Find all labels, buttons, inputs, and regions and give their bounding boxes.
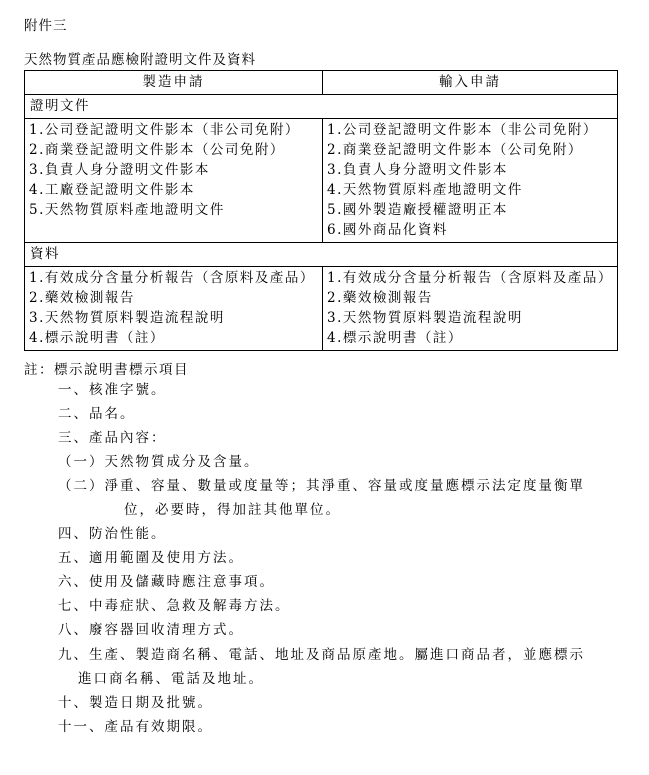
note-item: 六、使用及儲藏時應注意事項。 [58, 574, 275, 590]
list-item: 6.國外商品化資料 [327, 222, 448, 238]
note-item-continuation: 進口商名稱、電話及地址。 [78, 671, 264, 687]
note-item-continuation: 位，必要時，得加註其他單位。 [124, 502, 341, 518]
note-item: （一）天然物質成分及含量。 [58, 454, 260, 470]
list-item: 3.天然物質原料製造流程說明 [29, 310, 225, 326]
manufacture-materials-cell [25, 267, 323, 351]
note-item: 七、中毒症狀、急救及解毒方法。 [58, 598, 291, 614]
section-row-materials [25, 243, 618, 267]
section-label-certificates: 證明文件 [25, 95, 618, 119]
list-item: 3.負責人身分證明文件影本 [29, 162, 210, 178]
note-item: 二、品名。 [58, 406, 136, 422]
note-item: 五、適用範圍及使用方法。 [58, 550, 244, 566]
note-item: 一、核准字號。 [58, 382, 167, 398]
note-item: 十一、產品有效期限。 [58, 719, 213, 735]
import-cert-cell [323, 119, 618, 243]
import-materials-cell [323, 267, 618, 351]
section-row-certificates [25, 95, 618, 119]
note-title: 註：標示說明書標示項目 [24, 362, 189, 378]
list-item: 3.負責人身分證明文件影本 [327, 162, 508, 178]
section-label-materials: 資料 [25, 243, 618, 267]
list-item: 1.公司登記證明文件影本（非公司免附） [29, 122, 300, 138]
table-row [25, 119, 618, 243]
note-item: （二）淨重、容量、數量或度量等；其淨重、容量或度量應標示法定度量衡單 [58, 478, 585, 494]
list-item: 1.有效成分含量分析報告（含原料及產品） [327, 270, 613, 286]
note-item: 四、防治性能。 [58, 526, 167, 542]
list-item: 1.公司登記證明文件影本（非公司免附） [327, 122, 598, 138]
table-header-row [25, 71, 618, 95]
note-item: 八、廢容器回收清理方式。 [58, 622, 244, 638]
list-item: 2.商業登記證明文件影本（公司免附） [29, 142, 285, 158]
note-item: 十、製造日期及批號。 [58, 695, 213, 711]
list-item: 2.藥效檢測報告 [29, 290, 135, 306]
list-item: 4.標示說明書（註） [327, 330, 463, 346]
note-item: 九、生產、製造商名稱、電話、地址及商品原產地。屬進口商品者，並應標示 [58, 647, 585, 663]
list-item: 2.商業登記證明文件影本（公司免附） [327, 142, 583, 158]
list-item: 4.天然物質原料產地證明文件 [327, 182, 523, 198]
list-item: 2.藥效檢測報告 [327, 290, 433, 306]
note-item: 三、產品內容： [58, 430, 167, 446]
requirements-table [24, 70, 618, 351]
manufacture-cert-cell [25, 119, 323, 243]
header-import: 輸入申請 [323, 71, 618, 95]
list-item: 5.天然物質原料產地證明文件 [29, 202, 225, 218]
document-title: 天然物質產品應檢附證明文件及資料 [24, 52, 256, 68]
list-item: 4.標示說明書（註） [29, 330, 165, 346]
list-item: 1.有效成分含量分析報告（含原料及產品） [29, 270, 315, 286]
list-item: 4.工廠登記證明文件影本 [29, 182, 195, 198]
list-item: 3.天然物質原料製造流程說明 [327, 310, 523, 326]
header-manufacture: 製造申請 [25, 71, 323, 95]
list-item: 5.國外製造廠授權證明正本 [327, 202, 508, 218]
table-row [25, 267, 618, 351]
annex-label: 附件三 [24, 18, 68, 34]
